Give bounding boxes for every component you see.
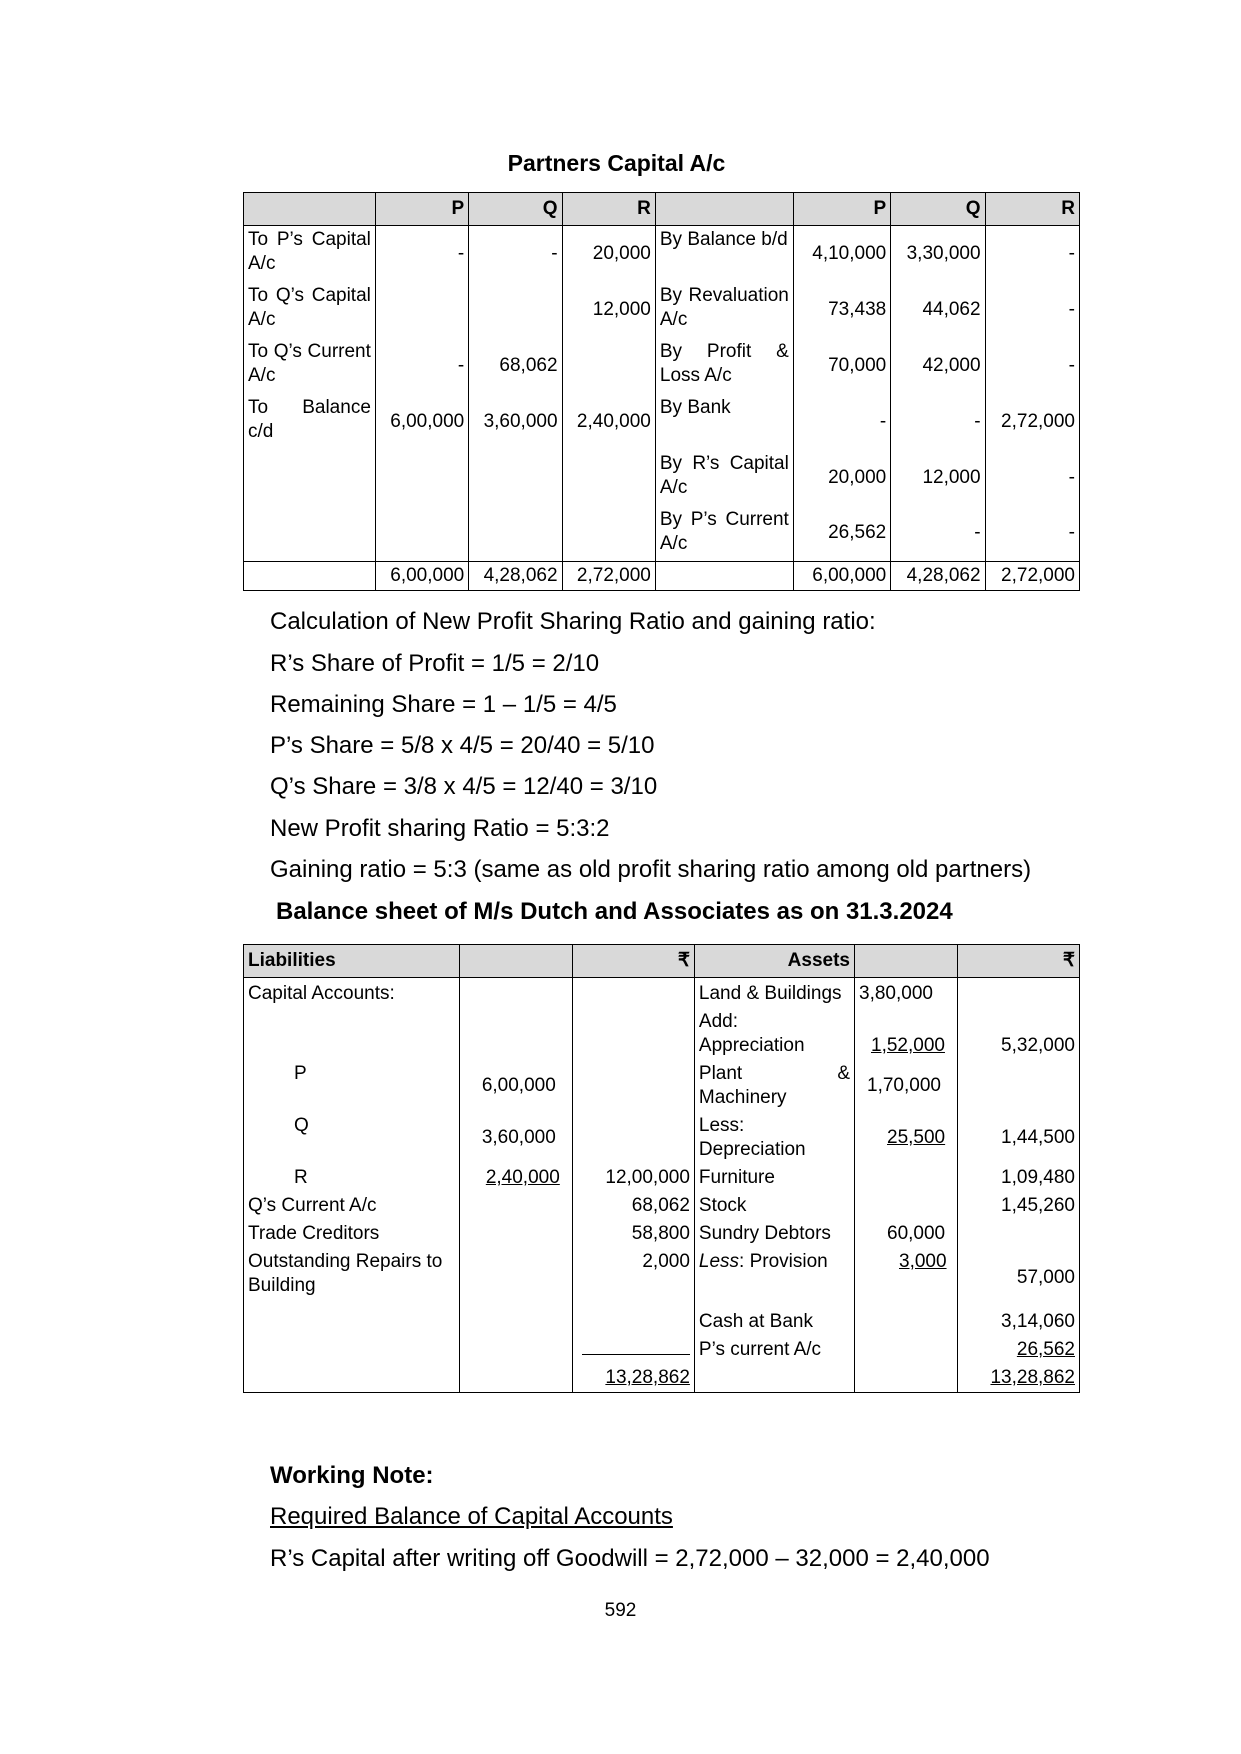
table-row: [244, 1248, 1080, 1308]
liabilities-total-cell: [573, 1364, 695, 1393]
debit-q: -: [469, 226, 562, 282]
partner-p-label: P: [244, 1060, 460, 1112]
p-current-value-cell: [958, 1336, 1080, 1364]
debit-r: 2,40,000: [562, 394, 655, 450]
furniture-label: Furniture: [694, 1164, 854, 1192]
blank-cell: [244, 1308, 460, 1336]
credit-p: 4,10,000: [793, 226, 890, 282]
total-debit-p: 6,00,000: [375, 562, 468, 591]
table-row: [244, 394, 1080, 450]
capital-total: 12,00,000: [573, 1164, 695, 1192]
p-current-value: 26,562: [1016, 1339, 1075, 1360]
credit-q: 3,30,000: [891, 226, 985, 282]
table-row: [244, 1220, 1080, 1248]
depreciation-value-cell: [855, 1112, 958, 1164]
provision-label-cell: [694, 1248, 854, 1308]
plant-total: 1,44,500: [958, 1112, 1080, 1164]
blank-cell: [244, 1364, 460, 1393]
rupee-header: ₹: [958, 945, 1080, 978]
blank-cell: [573, 1060, 695, 1112]
sundry-debtors-label: Sundry Debtors: [694, 1220, 854, 1248]
blank-cell: [459, 978, 572, 1061]
partner-r-label: R: [244, 1164, 460, 1192]
debit-r: 12,000: [562, 282, 655, 338]
total-credit-q: 4,28,062: [891, 562, 985, 591]
credit-q: -: [891, 394, 985, 450]
add-label: Add:: [698, 1011, 738, 1032]
q-current-value: 68,062: [573, 1192, 695, 1220]
depreciation-label: Depreciation: [698, 1139, 806, 1160]
debit-r: [562, 450, 655, 506]
outstanding-repairs-value: 2,000: [573, 1248, 695, 1308]
credit-p: 26,562: [793, 506, 890, 562]
blank-cell: [958, 1220, 1080, 1248]
land-buildings-value: 3,80,000: [855, 978, 958, 1009]
partner-q-label: Q: [244, 1112, 460, 1164]
blank-cell: [459, 1248, 572, 1308]
sundry-debtors-value: 60,000: [855, 1220, 958, 1248]
debit-p: -: [375, 338, 468, 394]
column-header-q: Q: [469, 193, 562, 226]
trade-creditors-label: Trade Creditors: [244, 1220, 460, 1248]
debit-p: [375, 450, 468, 506]
land-buildings-label: Land & Buildings: [694, 978, 854, 1009]
debit-r: 20,000: [562, 226, 655, 282]
blank-cell: [655, 562, 793, 591]
blank-cell: [855, 1192, 958, 1220]
partners-capital-table: [243, 192, 1080, 591]
liabilities-total: 13,28,862: [605, 1367, 690, 1388]
credit-q: 42,000: [891, 338, 985, 394]
calc-line: Gaining ratio = 5:3 (same as old profit sharing ratio among old partners): [270, 856, 1032, 883]
debit-q: 3,60,000: [469, 394, 562, 450]
debit-q: [469, 450, 562, 506]
total-debit-q: 4,28,062: [469, 562, 562, 591]
table-row: [244, 450, 1080, 506]
debit-p: [375, 506, 468, 562]
provision-value: 3,000: [899, 1251, 947, 1272]
credit-q: 12,000: [891, 450, 985, 506]
total-debit-r: 2,72,000: [562, 562, 655, 591]
depreciation-cell: [694, 1112, 854, 1164]
partner-r-capital: 2,40,000: [485, 1167, 560, 1188]
table-row: [244, 226, 1080, 282]
partner-q-capital: 3,60,000: [459, 1112, 572, 1164]
blank-cell: [958, 1060, 1080, 1112]
debit-p: 6,00,000: [375, 394, 468, 450]
table-row: [244, 1112, 1080, 1164]
credit-r: -: [985, 338, 1079, 394]
credit-q: -: [891, 506, 985, 562]
provision-value-cell: [855, 1248, 958, 1308]
credit-particular: By Bank: [655, 394, 793, 450]
debit-r: [562, 506, 655, 562]
blank-cell: [459, 1364, 572, 1393]
calc-heading: Calculation of New Profit Sharing Ratio and gaining ratio:: [270, 608, 876, 635]
table-row: [244, 282, 1080, 338]
column-header-r: R: [562, 193, 655, 226]
credit-particular: By Profit & Loss A/c: [655, 338, 793, 394]
blank-cell: [459, 1308, 572, 1336]
capital-account-title: Partners Capital A/c: [507, 150, 726, 176]
furniture-value: 1,09,480: [958, 1164, 1080, 1192]
calc-line: R’s Share of Profit = 1/5 = 2/10: [270, 650, 600, 677]
column-header: [655, 193, 793, 226]
debit-p: -: [375, 226, 468, 282]
blank-header: [855, 945, 958, 978]
credit-particular: By R’s Capital A/c: [655, 450, 793, 506]
blank-cell: [244, 1336, 460, 1364]
debit-particular: To Balance c/d: [244, 394, 376, 450]
blank-header: [459, 945, 572, 978]
outstanding-repairs-label: Outstanding Repairs to Building: [244, 1248, 460, 1308]
credit-particular: By P’s Current A/c: [655, 506, 793, 562]
blank-cell: [855, 1308, 958, 1336]
cash-at-bank-value: 3,14,060: [958, 1308, 1080, 1336]
blank-cell: [573, 978, 695, 1061]
credit-r: -: [985, 506, 1079, 562]
blank-cell: [958, 978, 1080, 1009]
stock-label: Stock: [694, 1192, 854, 1220]
credit-r: -: [985, 282, 1079, 338]
blank-cell: [855, 1364, 958, 1393]
assets-total: 13,28,862: [990, 1367, 1075, 1388]
less-italic: Less: [698, 1251, 740, 1272]
debit-particular: [244, 506, 376, 562]
underline-cell: [573, 1336, 695, 1364]
column-header: [244, 193, 376, 226]
table-row: [244, 1336, 1080, 1364]
column-header-p: P: [793, 193, 890, 226]
credit-p: 73,438: [793, 282, 890, 338]
partner-p-capital: 6,00,000: [459, 1060, 572, 1112]
table-header-row: [244, 193, 1080, 226]
totals-row: [244, 1364, 1080, 1393]
provision-label: : Provision: [739, 1251, 828, 1272]
stock-value: 1,45,260: [958, 1192, 1080, 1220]
table-row: [244, 338, 1080, 394]
total-credit-r: 2,72,000: [985, 562, 1079, 591]
debtors-net-value: 57,000: [958, 1248, 1080, 1308]
appreciation-value-cell: [855, 1008, 958, 1060]
table-header-row: [244, 945, 1080, 978]
credit-p: -: [793, 394, 890, 450]
working-note-title: Working Note:: [270, 1462, 434, 1489]
column-header-p: P: [375, 193, 468, 226]
liabilities-header: Liabilities: [244, 945, 460, 978]
blank-cell: [855, 1336, 958, 1364]
trade-creditors-value: 58,800: [573, 1220, 695, 1248]
totals-row: [244, 562, 1080, 591]
total-rule: [582, 1353, 690, 1355]
total-credit-p: 6,00,000: [793, 562, 890, 591]
calc-line: Q’s Share = 3/8 x 4/5 = 12/40 = 3/10: [270, 773, 658, 800]
appreciation-cell: [694, 1008, 854, 1060]
debit-q: [469, 506, 562, 562]
partner-r-capital-cell: [459, 1164, 572, 1192]
calc-line: Remaining Share = 1 – 1/5 = 4/5: [270, 691, 617, 718]
page-number: 592: [604, 1600, 637, 1621]
table-row: [244, 506, 1080, 562]
working-note-line: R’s Capital after writing off Goodwill = 2,72,000 – 32,000 = 2,40,000: [270, 1545, 990, 1572]
debit-particular: [244, 450, 376, 506]
calc-line: New Profit sharing Ratio = 5:3:2: [270, 815, 610, 842]
blank-cell: [244, 562, 376, 591]
column-header-q: Q: [891, 193, 985, 226]
blank-cell: [459, 1192, 572, 1220]
debit-q: [469, 282, 562, 338]
blank-cell: [459, 1336, 572, 1364]
credit-particular: By Balance b/d: [655, 226, 793, 282]
plant-machinery-label: Plant & Machinery: [694, 1060, 854, 1112]
blank-cell: [573, 1112, 695, 1164]
debit-r: [562, 338, 655, 394]
credit-r: 2,72,000: [985, 394, 1079, 450]
assets-header: Assets: [694, 945, 854, 978]
debit-particular: To Q’s Current A/c: [244, 338, 376, 394]
debit-particular: To Q’s Capital A/c: [244, 282, 376, 338]
working-note-subtitle: Required Balance of Capital Accounts: [270, 1503, 673, 1530]
blank-cell: [573, 1308, 695, 1336]
calc-line: P’s Share = 5/8 x 4/5 = 20/40 = 5/10: [270, 732, 655, 759]
credit-r: -: [985, 226, 1079, 282]
blank-cell: [459, 1220, 572, 1248]
depreciation-value: 25,500: [887, 1127, 946, 1148]
credit-p: 70,000: [793, 338, 890, 394]
q-current-label: Q’s Current A/c: [244, 1192, 460, 1220]
assets-total-cell: [958, 1364, 1080, 1393]
blank-cell: [694, 1364, 854, 1393]
column-header-r: R: [985, 193, 1079, 226]
credit-p: 20,000: [793, 450, 890, 506]
balance-sheet-title: Balance sheet of M/s Dutch and Associates as on 31.3.2024: [276, 898, 953, 925]
table-row: [244, 1164, 1080, 1192]
capital-accounts-label: Capital Accounts:: [244, 978, 460, 1061]
debit-p: [375, 282, 468, 338]
debit-q: 68,062: [469, 338, 562, 394]
table-row: [244, 978, 1080, 1009]
appreciation-label: Appreciation: [698, 1035, 805, 1056]
credit-r: -: [985, 450, 1079, 506]
cash-at-bank-label: Cash at Bank: [694, 1308, 854, 1336]
table-row: [244, 1308, 1080, 1336]
plant-machinery-value: 1,70,000: [855, 1060, 958, 1112]
land-total: 5,32,000: [958, 1008, 1080, 1060]
table-row: [244, 1060, 1080, 1112]
rupee-header: ₹: [573, 945, 695, 978]
less-label: Less:: [698, 1115, 745, 1136]
appreciation-value: 1,52,000: [871, 1035, 945, 1056]
credit-q: 44,062: [891, 282, 985, 338]
balance-sheet-table: [243, 944, 1080, 1393]
debit-particular: To P’s Capital A/c: [244, 226, 376, 282]
table-row: [244, 1192, 1080, 1220]
credit-particular: By Revaluation A/c: [655, 282, 793, 338]
p-current-label: P’s current A/c: [694, 1336, 854, 1364]
blank-cell: [855, 1164, 958, 1192]
